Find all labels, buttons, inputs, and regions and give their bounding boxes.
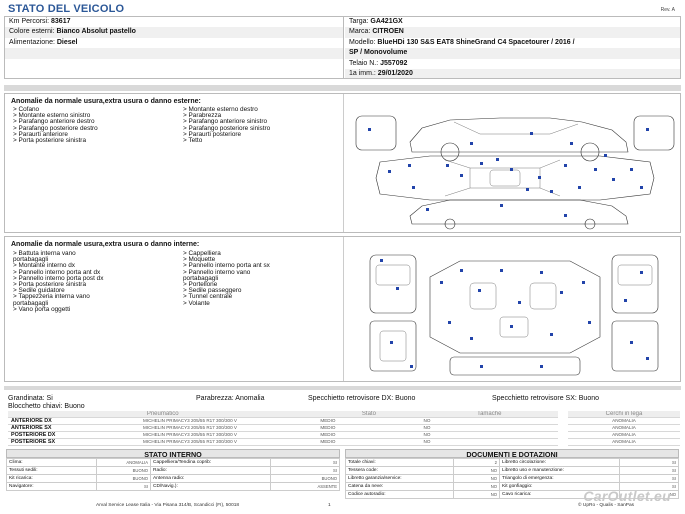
info-row: Colore esterni: Bianco Absolut pastello (5, 27, 343, 37)
table-row (346, 459, 679, 467)
table-cell: Clima: (7, 459, 97, 467)
interior-section (4, 236, 681, 382)
table-cell: SI (271, 459, 340, 467)
info-row: Km Percorsi: 83617 (9, 18, 71, 25)
table-cell: Cavo ricarica: (500, 491, 620, 499)
list-item: > Paraurti posteriore (183, 130, 242, 138)
list-item: > Vano porta oggetti (13, 305, 71, 313)
table-cell: BUONO (97, 475, 151, 483)
list-item: > Parafango anteriore sinistro (183, 118, 268, 126)
info-row: SP / Monovolume (345, 48, 680, 58)
info-row: Telaio N.: J557092 (349, 59, 408, 67)
list-item: > Volante (183, 299, 210, 307)
list-item: > Tunnel centrale (183, 293, 233, 301)
table-row (7, 475, 340, 483)
info-row: Marca: CITROEN (345, 27, 680, 37)
list-item: portabagagli (13, 299, 49, 307)
damage-markers (380, 259, 649, 368)
table-cell: Libretto circolazione: (500, 459, 620, 467)
tyre-tamache: NO (421, 439, 559, 446)
exterior-title: Anomalie da normale usura,extra usura o danno esterne: (11, 98, 201, 105)
list-item: portabagagli (183, 274, 219, 282)
list-item: > Sedile guidatore (13, 287, 65, 295)
page-title: STATO DEL VEICOLO (8, 3, 125, 15)
documenti-title: DOCUMENTI E DOTAZIONI (345, 449, 679, 458)
info-row: 1a imm.: 29/01/2020 (345, 69, 680, 78)
table-cell: Libretto garanzia/service: (346, 475, 454, 483)
tyre-cell: ANTERIORE DX MICHELIN PRIMACY3 205/55 R17 300/300 V (8, 418, 317, 425)
table-cell: Tessera code: (346, 467, 454, 475)
exterior-list-left (13, 107, 98, 144)
specchietto-dx-status: Specchietto retrovisore DX: Buono (308, 395, 416, 402)
table-cell: SI (97, 483, 151, 491)
list-item: > Montante interno dx (13, 262, 75, 270)
table-cell: SI (620, 483, 679, 491)
stato-interno-title: STATO INTERNO (6, 449, 340, 458)
list-item: > Battuta interna vano (13, 250, 76, 257)
list-item: > Moquette (183, 256, 216, 264)
interior-car-diagram (350, 241, 678, 379)
section-band (4, 386, 681, 390)
list-item: > Parafango posteriore sinistro (183, 124, 271, 132)
divider (343, 94, 344, 232)
list-item: > Paraurti anteriore (13, 130, 68, 138)
tyre-cell: POSTERIORE DX MICHELIN PRIMACY3 205/55 R17 300/300 V (8, 432, 317, 439)
table-cell: NO (454, 467, 500, 475)
table-row (8, 418, 558, 425)
info-row-empty (5, 48, 343, 58)
table-cell: NO (454, 475, 500, 483)
info-row: Modello: BlueHDi 130 S&S EAT8 ShineGrand C4 Spacetourer / 2016 / (349, 38, 575, 46)
tyre-state: MEDIO (317, 418, 420, 425)
tyre-tamache: NO (421, 432, 559, 439)
table-row (346, 467, 679, 475)
exterior-car-diagram (350, 98, 678, 230)
tyre-cell: POSTERIORE SX MICHELIN PRIMACY3 205/55 R17 300/300 V (8, 439, 317, 446)
grandinata-status: Grandinata: Si (8, 395, 53, 402)
list-item: > Sedile passeggero (183, 287, 242, 295)
table-cell: Antenna radio: (151, 475, 271, 483)
tyre-tamache: NO (421, 418, 559, 425)
table-row (7, 467, 340, 475)
tyre-state: MEDIO (317, 432, 420, 439)
section-band (4, 85, 681, 91)
table-cell: Totale chiavi: (346, 459, 454, 467)
table-cell: 2 (454, 459, 500, 467)
status-line (8, 395, 678, 402)
specchietto-sx-status: Specchietto retrovisore SX: Buono (492, 395, 600, 402)
tyre-tamache: NO (421, 425, 559, 432)
table-cell: SI (620, 475, 679, 483)
column-header: Cerchi in lega (568, 411, 680, 418)
list-item: > Pannello interno porta post dx (13, 274, 104, 282)
table-cell: Catena da neve: (346, 483, 454, 491)
table-cell: Navigatore: (7, 483, 97, 491)
cerchi-cell: ANOMALIA (568, 418, 680, 425)
column-header: Pneumatico (8, 411, 317, 418)
tyre-cell: ANTERIORE SX MICHELIN PRIMACY3 205/55 R17 300/300 V (8, 425, 317, 432)
table-row (7, 459, 340, 467)
exterior-section (4, 93, 681, 233)
tyres-table (8, 411, 558, 446)
list-item: > Montante esterno destro (183, 106, 258, 113)
table-row (7, 483, 340, 491)
table-cell: Codice autoradio: (346, 491, 454, 499)
table-cell: Tessuti sedili: (7, 467, 97, 475)
tyre-state: MEDIO (317, 439, 420, 446)
table-row (8, 425, 558, 432)
table-cell: NO (620, 491, 679, 499)
list-item: > Parafango anteriore destro (13, 118, 95, 126)
damage-markers (368, 128, 649, 217)
table-cell: ANOMALIA (97, 459, 151, 467)
cerchi-cell: ANOMALIA (568, 425, 680, 432)
list-item: > Tetto (183, 137, 203, 145)
exterior-list-right (183, 107, 270, 144)
divider (343, 17, 344, 78)
table-cell: Radio: (151, 467, 271, 475)
interior-title: Anomalie da normale usura,extra usura o danno interne: (11, 241, 200, 248)
cerchi-table (568, 411, 680, 446)
table-cell: Kit gonfiaggio: (500, 483, 620, 491)
table-cell: NO (454, 483, 500, 491)
table-cell: Libretto uso e manutenzione: (500, 467, 620, 475)
vehicle-info-box (4, 16, 681, 79)
list-item: > Parabrezza (183, 112, 222, 120)
list-item: > Montante esterno sinistro (13, 112, 91, 120)
list-item: > Cappelliera (183, 250, 221, 257)
interior-list-left (13, 251, 103, 313)
column-header: Stato (317, 411, 420, 418)
stato-interno-table (6, 458, 340, 491)
table-row (8, 439, 558, 446)
table-cell: Cappelliera/Tendina coprib: (151, 459, 271, 467)
cerchi-cell: ANOMALIA (568, 432, 680, 439)
table-cell: CD/Navig.): (151, 483, 271, 491)
cerchi-cell: ANOMALIA (568, 439, 680, 446)
list-item: portabagagli (13, 256, 49, 264)
watermark-logo: CarOutlet.eu (583, 488, 671, 504)
table-cell: BUONO (97, 467, 151, 475)
info-row: Targa: GA421GX (349, 18, 403, 25)
stato-interno-panel (6, 449, 340, 491)
table-cell: Triangolo di emergenza: (500, 475, 620, 483)
interior-list-right (183, 251, 270, 307)
table-cell: ASSENTE (271, 483, 340, 491)
footer-company: Arval Service Lease Italia - Via Pisana 314/B, Scandicci (FI), 50018 (96, 503, 240, 508)
table-cell: NO (454, 491, 500, 499)
table-cell: BUONO (271, 475, 340, 483)
info-row: Alimentazione: Diesel (9, 38, 78, 46)
list-item: > Parafango posteriore destro (13, 124, 98, 132)
list-item: > Portellone (183, 281, 218, 289)
list-item: > Pannello interno vano (183, 268, 251, 276)
list-item: > Cofano (13, 106, 40, 113)
list-item: > Tappezzeria interna vano (13, 293, 90, 301)
revision-label: Rev. A (660, 7, 675, 13)
footer-page: 1 (328, 503, 331, 508)
divider (343, 237, 344, 381)
table-cell: SI (620, 467, 679, 475)
table-cell: SI (271, 467, 340, 475)
list-item: > Pannello interno porta ant sx (183, 262, 270, 270)
table-cell: SI (620, 459, 679, 467)
table-row (346, 475, 679, 483)
list-item: > Porta posteriore sinistra (13, 281, 86, 289)
tyre-state: MEDIO (317, 425, 420, 432)
table-row (8, 432, 558, 439)
table-cell: Kit ricarica: (7, 475, 97, 483)
column-header: Tamache (421, 411, 559, 418)
list-item: > Pannello interno porta ant dx (13, 268, 101, 276)
blocchetto-status: Blocchetto chiavi: Buono (8, 403, 85, 410)
list-item: > Porta posteriore sinistra (13, 137, 86, 145)
footer-generated: © UpRo - Qualis - SanPas (578, 503, 635, 508)
parabrezza-status: Parabrezza: Anomalia (196, 395, 265, 402)
